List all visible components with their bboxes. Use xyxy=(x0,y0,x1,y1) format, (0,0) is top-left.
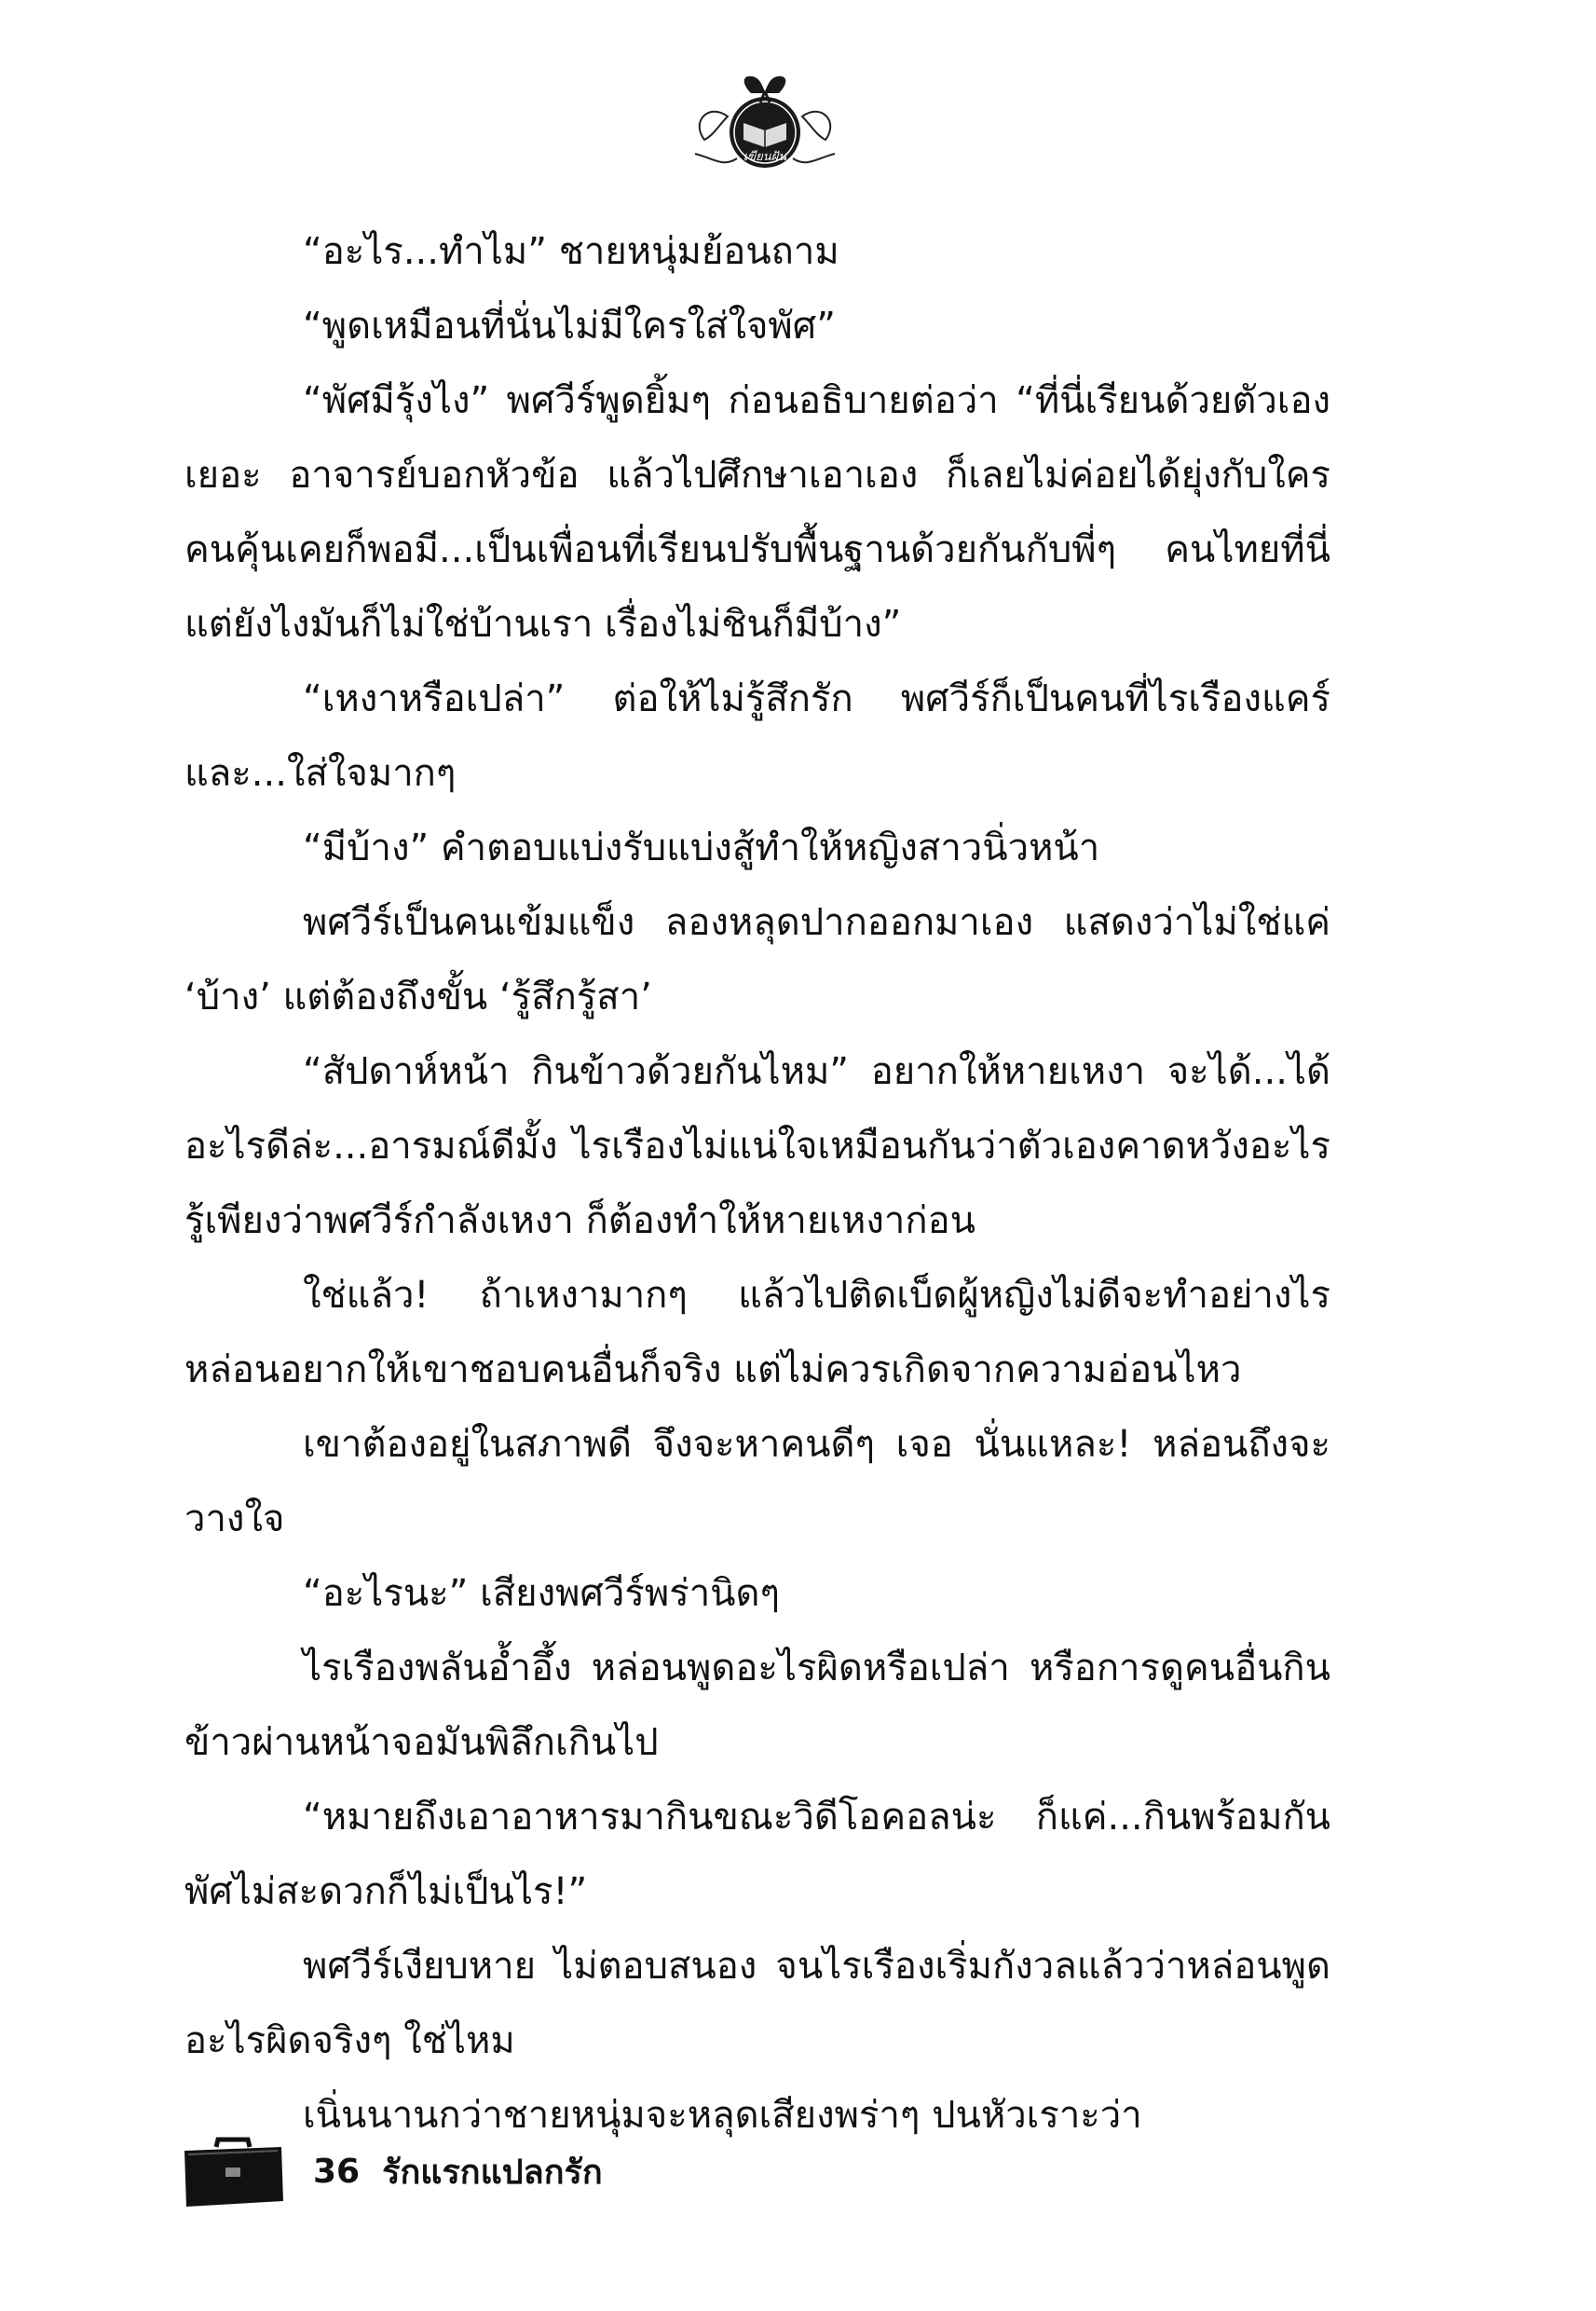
page-number: 36 xyxy=(313,2152,361,2191)
page-footer xyxy=(177,2134,603,2208)
paragraph: เนิ่นนานกว่าชายหนุ่มจะหลุดเสียงพร่าๆ ปนหัวเราะว่า xyxy=(303,2094,1142,2137)
paragraph: “พูดเหมือนที่นั่นไม่มีใครใส่ใจพัศ” xyxy=(303,305,836,348)
body-text xyxy=(184,214,1330,2153)
paragraph: “พัศมีรุ้งไง” พศวีร์พูดยิ้มๆ ก่อนอธิบายต่อว่า “ที่นี่เรียนด้วยตัวเองเยอะ อาจารย์บอกหัวข้อ แล้วไปศึกษาเอาเอง ก็เลยไม่ค่อยได้ยุ่งกับใคร คนคุ้นเคยก็พอมี...เป็นเพื่อนที่เรียนปรับพื้นฐานด้วยกันกับพี่ๆ คนไทยที่นี่ แต่ยังไงมันก็ไม่ใช่บ้านเรา เรื่องไม่ชินก็มีบ้าง” xyxy=(184,379,1330,646)
svg-text:เขียนฝัน: เขียนฝัน xyxy=(743,150,787,164)
paragraph: “สัปดาห์หน้า กินข้าวด้วยกันไหม” อยากให้หายเหงา จะได้...ได้อะไรดีล่ะ...อารมณ์ดีมั้ง ไรเรืองไม่แน่ใจเหมือนกันว่าตัวเองคาดหวังอะไร รู้เพียงว่าพศวีร์กำลังเหงา ก็ต้องทำให้หายเหงาก่อน xyxy=(184,1050,1330,1242)
paragraph: พศวีร์เป็นคนเข้มแข็ง ลองหลุดปากออกมาเอง แสดงว่าไม่ใช่แค่ ‘บ้าง’ แต่ต้องถึงขั้น ‘รู้สึกรู้สา’ xyxy=(184,901,1330,1019)
paragraph: เขาต้องอยู่ในสภาพดี จึงจะหาคนดีๆ เจอ นั่นแหละ! หล่อนถึงจะวางใจ xyxy=(184,1423,1330,1540)
paragraph: “หมายถึงเอาอาหารมากินขณะวิดีโอคอลน่ะ ก็แค่...กินพร้อมกัน พัศไม่สะดวกก็ไม่เป็นไร!” xyxy=(184,1796,1330,1913)
paragraph: “อะไร...ทำไม” ชายหนุ่มย้อนถาม xyxy=(303,230,839,273)
paragraph: ไรเรืองพลันอ้ำอึ้ง หล่อนพูดอะไรผิดหรือเปล่า หรือการดูคนอื่นกินข้าวผ่านหน้าจอมันพิลึกเกินไป xyxy=(184,1647,1330,1764)
book-title: รักแรกแปลกรัก xyxy=(382,2153,603,2192)
paragraph: “เหงาหรือเปล่า” ต่อให้ไม่รู้สึกรัก พศวีร์ก็เป็นคนที่ไรเรืองแคร์และ...ใส่ใจมากๆ xyxy=(184,677,1330,795)
paragraph: “อะไรนะ” เสียงพศวีร์พร่านิดๆ xyxy=(303,1572,780,1615)
paragraph: “มีบ้าง” คำตอบแบ่งรับแบ่งสู้ทำให้หญิงสาวนิ่วหน้า xyxy=(303,827,1100,869)
paragraph: พศวีร์เงียบหาย ไม่ตอบสนอง จนไรเรืองเริ่มกังวลแล้วว่าหล่อนพูดอะไรผิดจริงๆ ใช่ไหม xyxy=(184,1945,1330,2062)
book-bow-emblem-icon xyxy=(686,65,844,186)
briefcase-icon xyxy=(177,2134,289,2208)
paragraph: ใช่แล้ว! ถ้าเหงามากๆ แล้วไปติดเบ็ดผู้หญิงไม่ดีจะทำอย่างไร หล่อนอยากให้เขาชอบคนอื่นก็จริง แต่ไม่ควรเกิดจากความอ่อนไหว xyxy=(184,1274,1330,1391)
